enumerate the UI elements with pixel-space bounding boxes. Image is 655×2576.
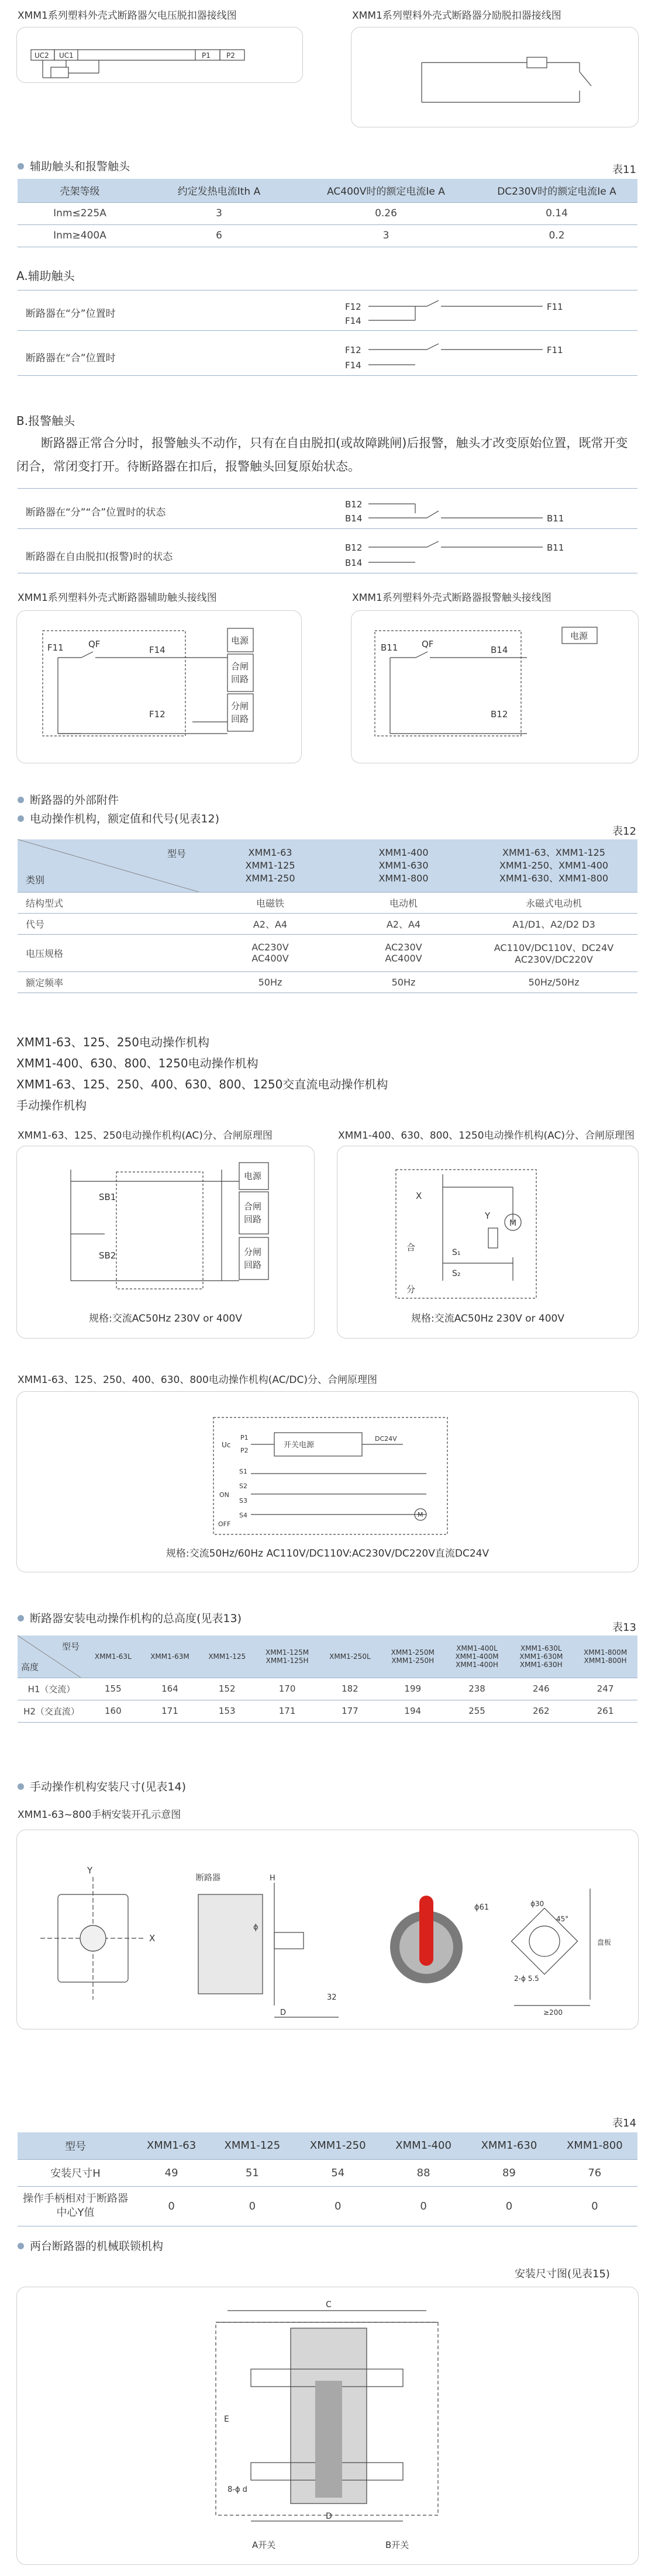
interlock-svg: [17, 2287, 638, 2564]
handle-cutout-diagram: [16, 1830, 639, 2029]
table-row: 安装尺寸H 49 51 54 88 89 76: [18, 2159, 637, 2186]
close-loop-label: 回路: [244, 1214, 262, 1225]
switch-a-label: A开关: [252, 2540, 276, 2550]
handle-cutout-title: XMM1-63~800手柄安装开孔示意图: [18, 1809, 181, 1821]
s2-label: S2: [239, 1482, 247, 1490]
table-cell: 0.2: [476, 224, 637, 247]
table12: [18, 839, 637, 993]
table13-model-cell: XMM1-800M XMM1-800H: [573, 1635, 637, 1678]
table-cell: 50Hz: [204, 971, 337, 993]
s3-label: S3: [239, 1497, 247, 1505]
table-cell: 0.26: [296, 202, 476, 224]
table-row: [18, 224, 637, 247]
table13-model-cell: XMM1-250M XMM1-250H: [381, 1635, 445, 1678]
table13-header-row: [18, 1635, 637, 1678]
table13-model-cell: XMM1-63M: [141, 1635, 199, 1678]
dim-e-label: E: [224, 2415, 229, 2424]
x-axis-label: X: [149, 1933, 156, 1944]
table13-model-cell: XMM1-400L XMM1-400M XMM1-400H: [445, 1635, 509, 1678]
table-cell: AC230V AC400V: [337, 934, 470, 971]
alarm-wiring-diagram: [351, 610, 639, 763]
aux-wiring-title: XMM1系列塑料外壳式断路器辅助触头接线图: [18, 592, 217, 604]
dim-h-label: H: [270, 1874, 275, 1883]
shunt-release-diagram: [351, 27, 639, 127]
open-loop-label: 分闸: [244, 1247, 262, 1257]
table-cell: 3: [142, 202, 296, 224]
dim-c-label: C: [326, 2300, 332, 2309]
table-cell: 50Hz: [337, 971, 470, 993]
table-cell: A2、A4: [204, 913, 337, 934]
table-row: [18, 934, 637, 971]
switch-power-label: 开关电源: [284, 1441, 315, 1450]
dim-phi-label: ϕ: [253, 1923, 258, 1932]
power-label: 电源: [244, 1171, 262, 1181]
open-loop-label: 分闸: [231, 701, 249, 711]
uv-release-title: XMM1系列塑料外壳式断路器欠电压脱扣器接线图: [18, 10, 237, 22]
off-label: OFF: [218, 1520, 231, 1528]
motor-ac-small-svg: [17, 1146, 314, 1338]
shunt-release-title: XMM1系列塑料外壳式断路器分励脱扣器接线图: [352, 10, 561, 22]
alarm-normal-label: 断路器在“分”“合”位置时的状态: [26, 507, 166, 518]
p1-label: P1: [202, 51, 211, 60]
on-label: ON: [219, 1491, 229, 1499]
y-label: Y: [485, 1211, 491, 1221]
table13: [18, 1635, 637, 1723]
table-row: H2（交直流） 160 171 153 171 177 194 255 262 261: [18, 1700, 637, 1722]
b12-label: B12: [491, 709, 508, 720]
aux-wiring-svg: [17, 611, 301, 763]
f11-label: F11: [547, 302, 563, 312]
acdc-caption: 规格:交流50Hz/60Hz AC110V/DC110V:AC230V/DC220V直流DC24V: [166, 1548, 489, 1560]
motor-operator-heading: 电动操作机构，额定值和代号(见表12): [16, 810, 219, 826]
table12-model-cell: XMM1-63 XMM1-125 XMM1-250: [204, 839, 337, 892]
table-cell: 50Hz/50Hz: [470, 971, 637, 993]
dim-45deg-label: 45°: [556, 1915, 569, 1923]
aux-contact-title: A.辅助触头: [16, 269, 75, 283]
table-row: [18, 892, 637, 913]
open-label: 分: [406, 1284, 416, 1295]
f14-label: F14: [345, 360, 361, 371]
acdc-diagram: [16, 1391, 639, 1572]
f14-label: F14: [149, 645, 166, 655]
table13-corner-cell: 型号 高度: [18, 1635, 85, 1678]
table-row-label: 代号: [18, 913, 204, 934]
qf-label: QF: [422, 639, 434, 649]
motor-operator-list: [16, 1032, 388, 1116]
table-cell: AC110V/DC110V、DC24V AC230V/DC220V: [470, 934, 637, 971]
table11: [18, 179, 637, 247]
table11-header-cell: AC400V时的额定电流Ie A: [296, 179, 476, 202]
f12-label: F12: [345, 345, 361, 355]
p1-label: P1: [240, 1434, 249, 1441]
table-cell: AC230V AC400V: [204, 934, 337, 971]
handle-cutout-svg: [17, 1830, 638, 2029]
alarm-contact-title: B.报警触头: [16, 414, 75, 428]
type-header: 类别: [26, 874, 45, 886]
table-row-label: 额定频率: [18, 971, 204, 993]
table-row: 操作手柄相对于断路器中心Y值 0 0 0 0 0 0: [18, 2186, 637, 2226]
table-row: H1（交流） 155 164 152 170 182 199 238 246 247: [18, 1678, 637, 1700]
sb1-label: SB1: [99, 1192, 116, 1202]
table13-model-cell: XMM1-630L XMM1-630M XMM1-630H: [509, 1635, 573, 1678]
table-row-label: H1（交流）: [18, 1678, 85, 1700]
motor-ac-large-svg: [337, 1146, 638, 1338]
total-height-heading: 断路器安装电动操作机构的总高度(见表13): [16, 1610, 242, 1626]
model-header: 型号: [167, 848, 186, 859]
table11-number: 表11: [612, 164, 636, 176]
f11-label: F11: [47, 642, 64, 653]
list-item: XMM1-63、125、250电动操作机构: [16, 1035, 209, 1049]
motor-label: M: [509, 1219, 517, 1228]
table-row: [18, 202, 637, 224]
table13-number: 表13: [612, 1621, 636, 1634]
table-row: [18, 971, 637, 993]
b11-label: B11: [547, 513, 564, 524]
table-row-label: H2（交直流）: [18, 1700, 85, 1722]
s1-label: S1: [239, 1468, 247, 1475]
install-size-note: 安装尺寸图(见表15): [515, 2268, 610, 2280]
sb2-label: SB2: [99, 1250, 116, 1261]
motor-ac-large-title: XMM1-400、630、800、1250电动操作机构(AC)分、合闸原理图: [338, 1130, 635, 1142]
manual-handle-heading: 手动操作机构安装尺寸(见表14): [16, 1778, 186, 1794]
p2-label: P2: [240, 1447, 249, 1454]
power-label: 电源: [231, 635, 249, 646]
close-loop-label: 合闸: [244, 1201, 262, 1212]
list-item: 手动操作机构: [16, 1098, 87, 1112]
uv-release-svg: [17, 27, 302, 82]
alarm-wiring-title: XMM1系列塑料外壳式断路器报警触头接线图: [352, 592, 551, 604]
s1-label: S₁: [452, 1248, 461, 1257]
table13-model-cell: XMM1-250L: [319, 1635, 381, 1678]
dim-d-label: D: [326, 2512, 332, 2521]
uv-release-diagram: [16, 27, 303, 83]
b12-label: B12: [345, 542, 363, 553]
table-cell: 永磁式电动机: [470, 892, 637, 913]
motor-label: M: [418, 1511, 423, 1519]
s4-label: S4: [239, 1512, 247, 1519]
table11-header-row: [18, 179, 637, 202]
table-cell: Inm≤225A: [18, 202, 142, 224]
uc1-label: UC1: [59, 51, 74, 60]
b14-label: B14: [345, 558, 363, 568]
motor-ac-large-diagram: [337, 1146, 639, 1339]
b11-label: B11: [381, 642, 398, 653]
f11-label: F11: [547, 345, 563, 355]
p2-label: P2: [226, 51, 235, 60]
uc-label: Uc: [222, 1441, 231, 1449]
aux-wiring-diagram: [16, 610, 302, 763]
switch-b-label: B开关: [385, 2540, 409, 2550]
aux-closed-label: 断路器在“合”位置时: [26, 352, 116, 364]
y-axis-label: Y: [87, 1865, 93, 1876]
table12-model-cell: XMM1-63、XMM1-125 XMM1-250、XMM1-400 XMM1-630、XMM1-800: [470, 839, 637, 892]
alarm-wiring-svg: [351, 611, 638, 763]
f14-label: F14: [345, 316, 361, 326]
table12-number: 表12: [612, 825, 636, 838]
shunt-release-svg: [351, 27, 638, 127]
table13-model-cell: XMM1-125: [199, 1635, 255, 1678]
acdc-title: XMM1-63、125、250、400、630、800电动操作机构(AC/DC)分、合闸原理图: [18, 1374, 377, 1386]
table-cell: A1/D1、A2/D2 D3: [470, 913, 637, 934]
s2-label: S₂: [452, 1269, 461, 1278]
motor-ac-large-caption: 规格:交流AC50Hz 230V or 400V: [411, 1313, 565, 1325]
table-cell: 电磁铁: [204, 892, 337, 913]
f12-label: F12: [345, 302, 361, 312]
dim-phi30-label: ϕ30: [530, 1900, 544, 1908]
table12-header-row: [18, 839, 637, 892]
table12-model-cell: XMM1-400 XMM1-630 XMM1-800: [337, 839, 470, 892]
dim-hole-label: 2-ϕ 5.5: [514, 1975, 539, 1983]
dim-200-label: ≥200: [543, 2008, 563, 2017]
list-item: XMM1-400、630、800、1250电动操作机构: [16, 1056, 258, 1070]
aux-contact-symbols: [345, 292, 579, 374]
table-cell: 0.14: [476, 202, 637, 224]
table11-header-cell: 壳架等级: [18, 179, 142, 202]
table-cell: 电动机: [337, 892, 470, 913]
table11-header-cell: 约定发热电流Ith A: [142, 179, 296, 202]
table-cell: Inm≥400A: [18, 224, 142, 247]
external-accessories-heading: 断路器的外部附件: [16, 791, 119, 807]
interlock-lever-icon: [315, 2381, 342, 2498]
open-loop-label: 回路: [231, 714, 249, 724]
handle-lever-icon: [419, 1896, 433, 1966]
list-item: XMM1-63、125、250、400、630、800、1250交直流电动操作机构: [16, 1077, 388, 1091]
table-row-label: 电压规格: [18, 934, 204, 971]
power-label: 电源: [570, 631, 588, 641]
table12-corner-cell: [18, 839, 204, 892]
table-row: [18, 913, 637, 934]
dim-d-label: D: [280, 2008, 287, 2017]
table-row-label: 操作手柄相对于断路器中心Y值: [18, 2186, 133, 2226]
f12-label: F12: [149, 709, 166, 720]
aux-alarm-heading: 辅助触头和报警触头: [16, 158, 130, 174]
interlock-heading: 两台断路器的机械联锁机构: [16, 2238, 163, 2253]
uc2-label: UC2: [35, 51, 49, 60]
qf-label: QF: [88, 639, 101, 649]
table11-header-cell: DC230V时的额定电流Ie A: [476, 179, 637, 202]
dim-hole-label: 8-ϕ d: [227, 2485, 247, 2494]
table-row-label: 安装尺寸H: [18, 2159, 133, 2186]
motor-ac-small-diagram: [16, 1146, 315, 1339]
table-row-label: 结构型式: [18, 892, 204, 913]
table14-header-row: 型号 XMM1-63 XMM1-125 XMM1-250 XMM1-400 XMM1-630 XMM1-800: [18, 2132, 637, 2159]
b14-label: B14: [491, 645, 508, 655]
aux-open-label: 断路器在“分”位置时: [26, 308, 116, 320]
open-loop-label: 回路: [244, 1260, 262, 1270]
close-label: 合: [406, 1242, 416, 1253]
door-panel-label: 盘板: [597, 1938, 612, 1946]
interlock-diagram: [16, 2287, 639, 2565]
motor-ac-small-title: XMM1-63、125、250电动操作机构(AC)分、合闸原理图: [18, 1130, 273, 1142]
table-cell: 6: [142, 224, 296, 247]
dim-32-label: 32: [327, 1993, 337, 2002]
close-loop-label: 合闸: [231, 661, 249, 672]
table13-model-cell: XMM1-63L: [85, 1635, 141, 1678]
table-cell: A2、A4: [337, 913, 470, 934]
alarm-paragraph: 断路器正常合分时，报警触头不动作，只有在自由脱扣(或故障跳闸)后报警，触头才改变原始位置，既常开变闭合，常闭变打开。待断路器在扣后，报警触头回复原始状态。: [16, 436, 628, 473]
dim-phi61-label: ϕ61: [474, 1903, 489, 1912]
b12-label: B12: [345, 499, 363, 510]
dc24-label: DC24V: [375, 1435, 397, 1443]
table13-model-cell: XMM1-125M XMM1-125H: [255, 1635, 319, 1678]
b14-label: B14: [345, 513, 363, 524]
close-loop-label: 回路: [231, 674, 249, 684]
table-cell: 3: [296, 224, 476, 247]
x-label: X: [416, 1191, 422, 1201]
table14: [18, 2132, 637, 2226]
b11-label: B11: [547, 542, 564, 553]
breaker-label: 断路器: [196, 1873, 220, 1883]
table14-number: 表14: [612, 2117, 636, 2129]
alarm-trip-label: 断路器在自由脱扣(报警)时的状态: [26, 551, 173, 563]
alarm-contact-symbols: [345, 490, 579, 572]
motor-ac-small-caption: 规格:交流AC50Hz 230V or 400V: [88, 1313, 243, 1325]
